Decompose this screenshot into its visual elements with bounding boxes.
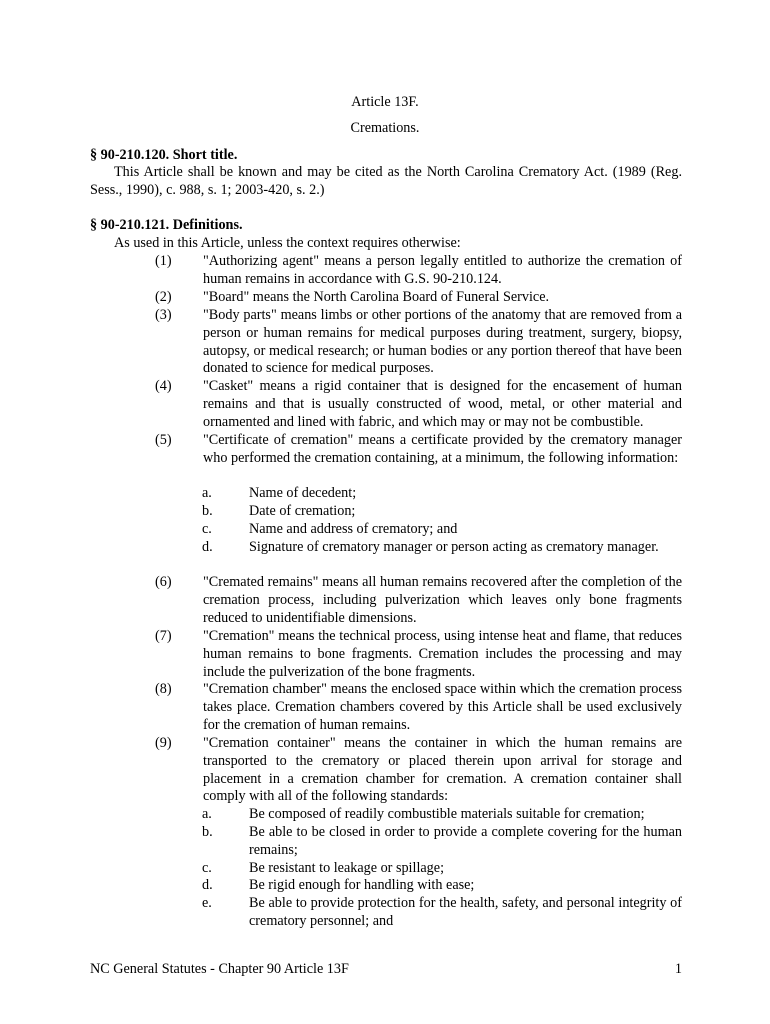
definition-item (155, 735, 682, 806)
sub-item (202, 877, 682, 895)
page-footer-title: NC General Statutes - Chapter 90 Article 13F (90, 961, 349, 977)
definition-number: (1) (155, 253, 172, 269)
article-number: Article 13F. (351, 94, 419, 110)
definition-number: (8) (155, 681, 172, 697)
sub-item-letter: b. (202, 503, 213, 519)
definition-item (155, 628, 682, 681)
definition-number: (9) (155, 735, 172, 751)
definition-text: "Cremation container" means the container in which the human remains are transported to the crematory or placed therein upon arrival for storage and placement in a cremation chamber for cremation. A cremation container shall comply with all of the following standards: (203, 735, 682, 805)
sub-item-text: Be resistant to leakage or spillage; (249, 860, 445, 876)
definition-item (155, 289, 682, 307)
sub-item-letter: a. (202, 485, 212, 501)
definition-text: "Cremation" means the technical process, using intense heat and flame, that reduces human remains to bone fragments. Cremation includes the processing and may include the pulverization of the bone fragments. (203, 628, 682, 680)
sub-item (202, 860, 682, 878)
definition-text: "Certificate of cremation" means a certificate provided by the crematory manager who performed the cremation containing, at a minimum, the following information: (203, 432, 682, 466)
sub-item-text: Signature of crematory manager or person acting as crematory manager. (249, 539, 659, 555)
definition-item (155, 378, 682, 431)
definition-text: "Board" means the North Carolina Board of Funeral Service. (203, 289, 550, 305)
sub-item-text: Name of decedent; (249, 485, 357, 501)
definition-number: (4) (155, 378, 172, 394)
sub-item-text: Be rigid enough for handling with ease; (249, 877, 475, 893)
definition-text: "Casket" means a rigid container that is designed for the encasement of human remains and that is usually constructed of wood, metal, or other material and ornamented and lined with fabric, and which may or may not be combustible. (203, 378, 682, 430)
sub-item-letter: b. (202, 824, 213, 840)
sub-item-text: Be able to be closed in order to provide a complete covering for the human remains; (249, 824, 682, 858)
definition-number: (7) (155, 628, 172, 644)
definition-item (155, 681, 682, 734)
sub-item-text: Name and address of crematory; and (249, 521, 458, 537)
section-body-short-title: This Article shall be known and may be cited as the North Carolina Crematory Act. (1989 (Reg. Sess., 1990), c. 988, s. 1; 2003-420, s. 2.) (90, 164, 682, 198)
section-heading-definitions: § 90-210.121. Definitions. (90, 217, 243, 233)
definition-number: (3) (155, 307, 172, 323)
sub-item-text: Be able to provide protection for the health, safety, and personal integrity of crematory personnel; and (249, 895, 682, 929)
section-heading-short-title: § 90-210.120. Short title. (90, 147, 238, 163)
sub-item (202, 485, 682, 503)
sub-item (202, 824, 682, 860)
sub-item (202, 806, 682, 824)
sub-item-letter: d. (202, 877, 213, 893)
definition-item (155, 432, 682, 468)
article-title: Cremations. (350, 120, 420, 136)
definitions-intro: As used in this Article, unless the context requires otherwise: (114, 235, 461, 251)
sub-item-letter: a. (202, 806, 212, 822)
definition-text: "Authorizing agent" means a person legally entitled to authorize the cremation of human remains in accordance with G.S. 90-210.124. (203, 253, 682, 287)
definition-text: "Body parts" means limbs or other portions of the anatomy that are removed from a person or human remains for medical purposes during treatment, surgery, biopsy, autopsy, or medical research; or human bodies or any portion thereof that have been donated to science for medical purposes. (203, 307, 682, 377)
sub-item (202, 521, 682, 539)
definition-number: (5) (155, 432, 172, 448)
definition-item (155, 574, 682, 627)
sub-item-letter: c. (202, 521, 212, 537)
sub-item-letter: d. (202, 539, 213, 555)
definition-number: (2) (155, 289, 172, 305)
sub-item-letter: e. (202, 895, 212, 911)
page-number: 1 (674, 961, 682, 977)
sub-item (202, 895, 682, 931)
sub-item-letter: c. (202, 860, 212, 876)
definition-item (155, 253, 682, 289)
sub-item (202, 503, 682, 521)
definition-text: "Cremation chamber" means the enclosed space within which the cremation process takes place. Cremation chambers covered by this Article shall be used exclusively for the cremation of human remains. (203, 681, 682, 733)
sub-item-text: Date of cremation; (249, 503, 356, 519)
sub-item-text: Be composed of readily combustible materials suitable for cremation; (249, 806, 645, 822)
definition-text: "Cremated remains" means all human remains recovered after the completion of the cremation process, including pulverization which leaves only bone fragments reduced to unidentifiable dimensions. (203, 574, 682, 626)
definition-number: (6) (155, 574, 172, 590)
definition-item (155, 307, 682, 378)
sub-item (202, 539, 682, 557)
